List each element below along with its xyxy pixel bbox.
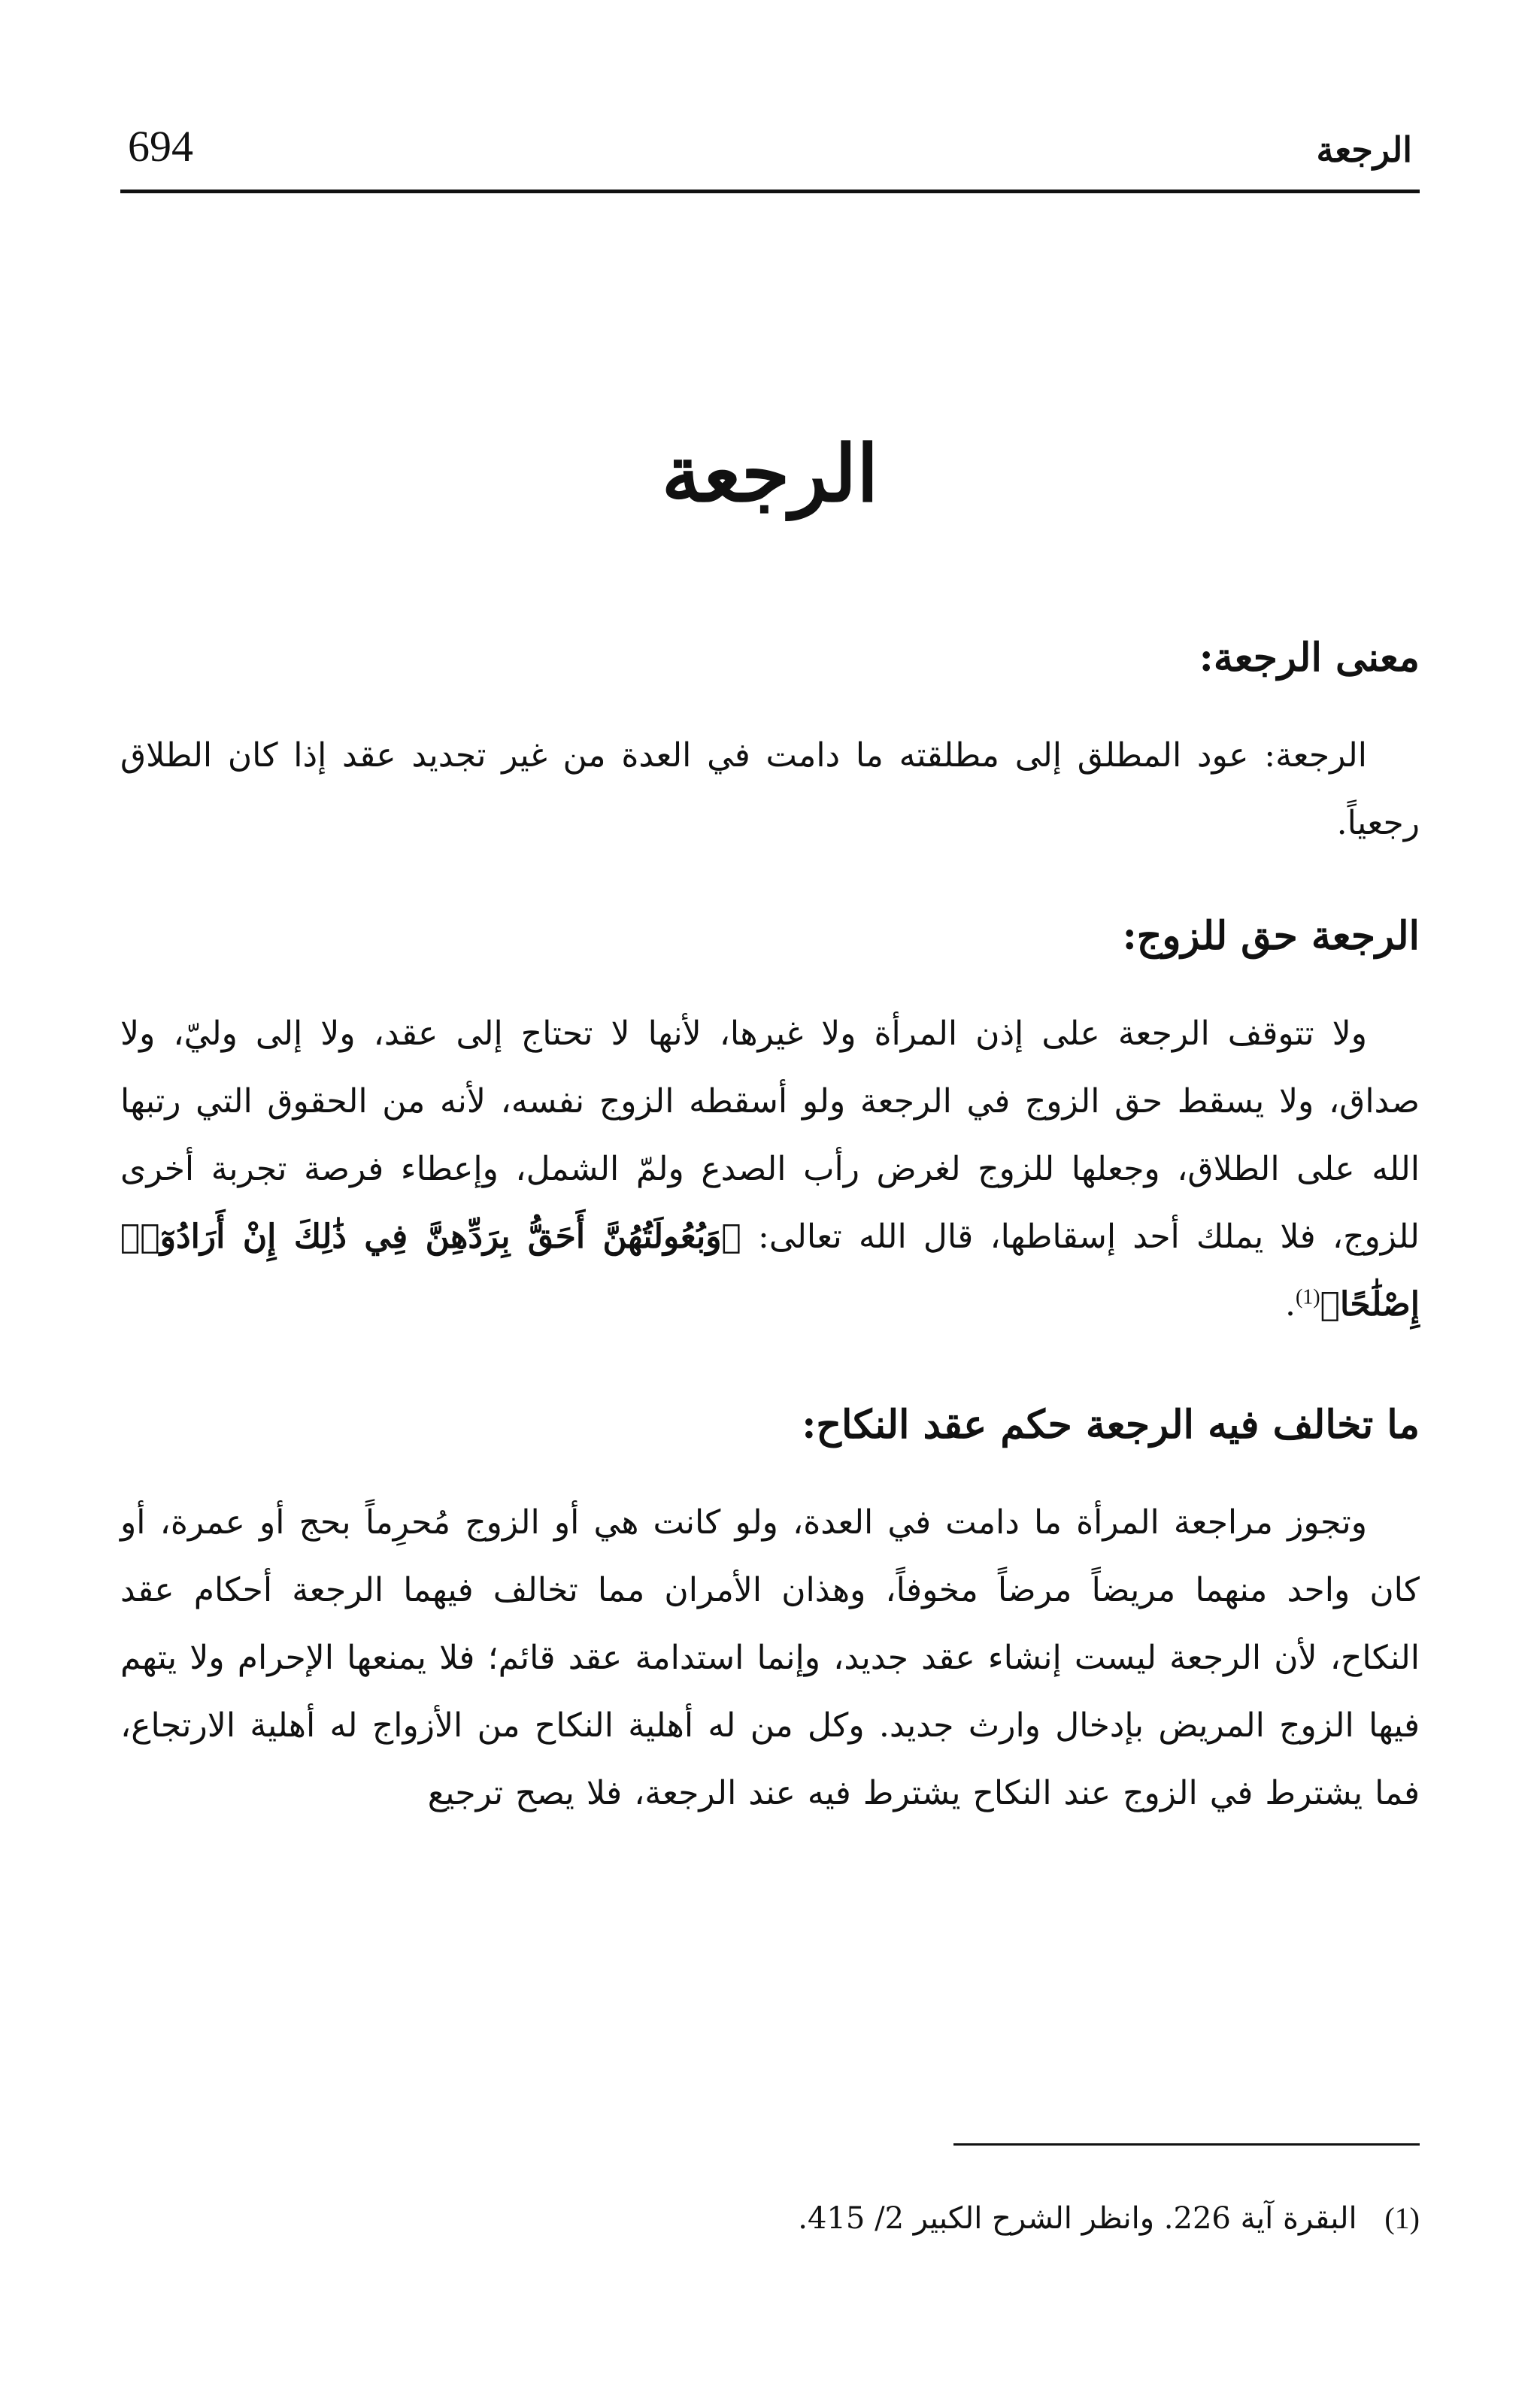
quran-verse: ﴿وَبُعُولَتُهُنَّ أَحَقُّ بِرَدِّهِنَّ فِي ذَٰلِكَ إِنْ أَرَادُوٓا۟ إِصْلَٰحًا﴾ — [120, 1218, 1420, 1324]
paragraph-differences: وتجوز مراجعة المرأة ما دامت في العدة، ولو كانت هي أو الزوج مُحرِماً بحج أو عمرة، أو كان واحد منهما مريضاً مرضاً مخوفاً، وهذان الأمران مما تخالف فيهما الرجعة أحكام عقد النكاح، لأن الرجعة ليست إنشاء عقد جديد، وإنما استدامة عقد قائم؛ فلا يمنعها الإحرام ولا يتهم فيها الزوج المريض بإدخال وارث جديد. وكل من له أهلية النكاح من الأزواج له أهلية الارتجاع، فما يشترط في الزوج عند النكاح يشترط فيه عند الرجعة، فلا يصح ترجيع — [120, 1503, 1420, 1812]
footnote-text: البقرة آية 226. وانظر الشرح الكبير 2/ 415. — [798, 2201, 1357, 2236]
page-number: 694 — [128, 122, 193, 171]
page-body — [120, 624, 1420, 1827]
footnote — [120, 2196, 1420, 2241]
paragraph-husband-right — [120, 1000, 1420, 1339]
chapter-title: الرجعة — [661, 427, 879, 520]
header-rule — [120, 190, 1420, 193]
section-heading-husband-right: الرجعة حق للزوج: — [1122, 913, 1420, 959]
paragraph-end: . — [1284, 1285, 1296, 1324]
paragraph-meaning: الرجعة: عود المطلق إلى مطلقته ما دامت في العدة من غير تجديد عقد إذا كان الطلاق رجعياً. — [120, 736, 1420, 842]
paragraph-text: ولا تتوقف الرجعة على إذن المرأة ولا غيرها، لأنها لا تحتاج إلى عقد، ولا إلى وليّ، ولا صداق، ولا يسقط حق الزوج في الرجعة ولو أسقطه الزوج نفسه، لأنه من الحقوق التي رتبها الله على الطلاق، وجعلها للزوج لغرض رأب الصدع ولمّ الشمل، وإعطاء فرصة تجربة أخرى للزوج، فلا يملك أحد إسقاطها، قال الله تعالى: — [120, 1014, 1420, 1256]
footnote-marker[interactable]: (1) — [1295, 1285, 1320, 1309]
page-header — [120, 113, 1420, 196]
running-title: الرجعة — [1316, 129, 1412, 170]
footnote-number: (1) — [1384, 2201, 1420, 2235]
section-heading-differences: ما تخالف فيه الرجعة حكم عقد النكاح: — [802, 1402, 1420, 1448]
section-heading-meaning: معنى الرجعة: — [1199, 635, 1420, 681]
footnote-rule — [953, 2143, 1420, 2146]
